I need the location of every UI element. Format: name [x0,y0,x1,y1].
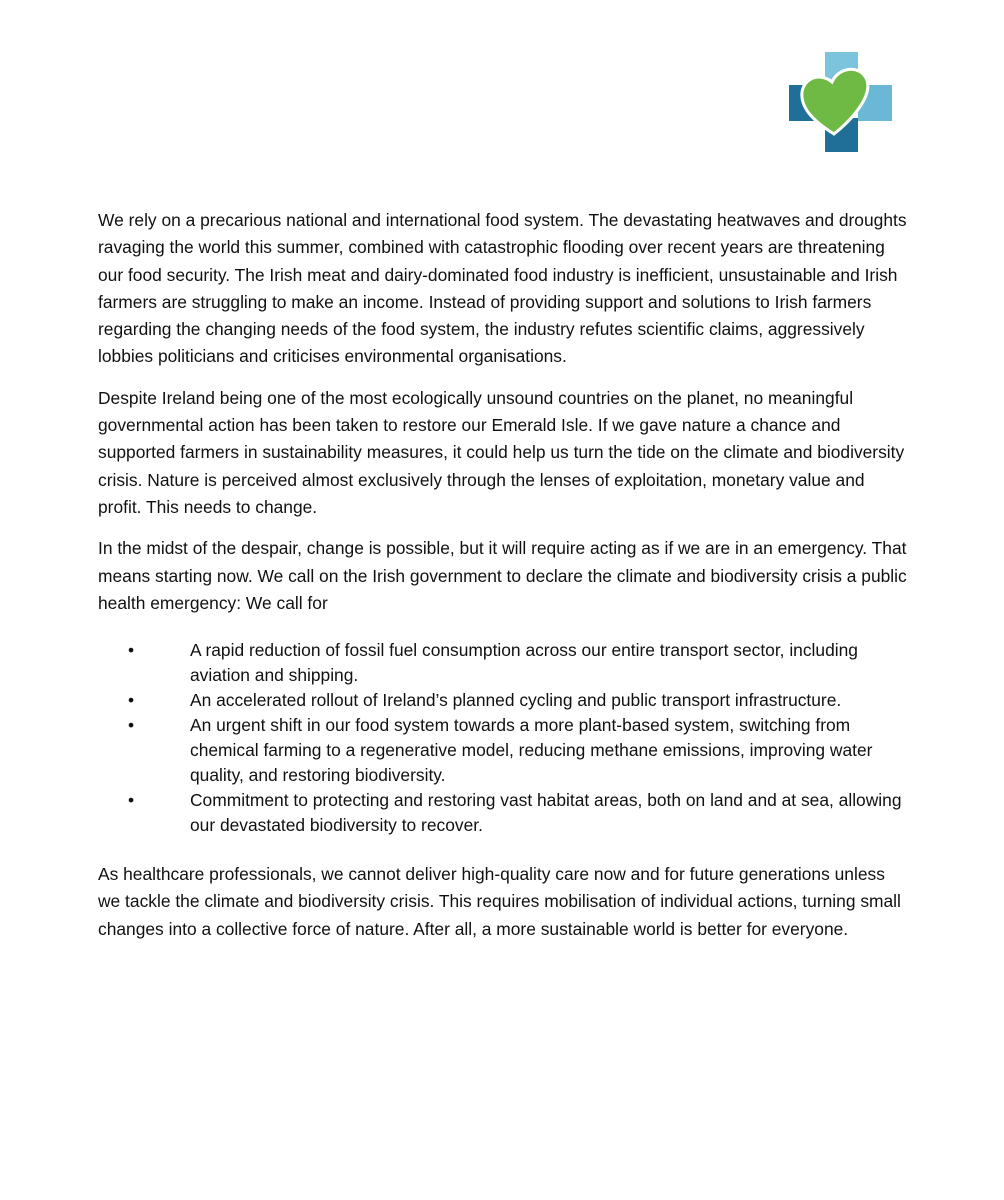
bullet-icon: • [128,640,135,661]
paragraph-ecology: Despite Ireland being one of the most ecologically unsound countries on the planet, no meaningful governmental action has been taken to restore our Emerald Isle. If we gave nature a chance and supported farmers in sustainability measures, it could help us turn the tide on the climate and biodiversity crisis. Nature is perceived almost exclusively through the lenses of exploitation, monetary value and profit. This needs to change. [98,387,905,517]
list-item-text: An urgent shift in our food system towards a more plant-based system, switching from chemical farming to a regenerative model, reducing methane emissions, improving water quality, and restoring biodiversity. [190,715,873,786]
demands-list [98,638,910,838]
bullet-icon: • [128,715,135,736]
paragraph-food-system: We rely on a precarious national and international food system. The devastating heatwaves and droughts ravaging the world this summer, combined with catastrophic flooding over recent years are threatening our food security. The Irish meat and dairy-dominated food industry is inefficient, unsustainable and Irish farmers are struggling to make an income. Instead of providing support and solutions to Irish farmers regarding the changing needs of the food system, the industry refutes scientific claims, aggressively lobbies politicians and criticises environmental organisations. [98,210,907,367]
letter-body [98,207,910,943]
list-item-text: An accelerated rollout of Ireland’s planned cycling and public transport infrastructure. [190,690,842,711]
list-item [98,638,910,688]
paragraph-call-for: In the midst of the despair, change is possible, but it will require acting as if we are in an emergency. That means starting now. We call on the Irish government to declare the climate and biodiversity crisis a public health emergency: We call for [98,538,907,613]
paragraph-conclusion: As healthcare professionals, we cannot deliver high-quality care now and for future generations unless we tackle the climate and biodiversity crisis. This requires mobilisation of individual actions, turning small changes into a collective force of nature. After all, a more sustainable world is better for everyone. [98,864,901,939]
list-item [98,688,910,713]
list-item [98,788,910,838]
cross-heart-icon [788,52,892,152]
list-item [98,713,910,788]
bullet-icon: • [128,790,135,811]
cross-heart-logo [788,52,892,152]
list-item-text: A rapid reduction of fossil fuel consumption across our entire transport sector, including aviation and shipping. [190,640,858,686]
bullet-icon: • [128,690,135,711]
list-item-text: Commitment to protecting and restoring vast habitat areas, both on land and at sea, allowing our devastated biodiversity to recover. [190,790,902,836]
